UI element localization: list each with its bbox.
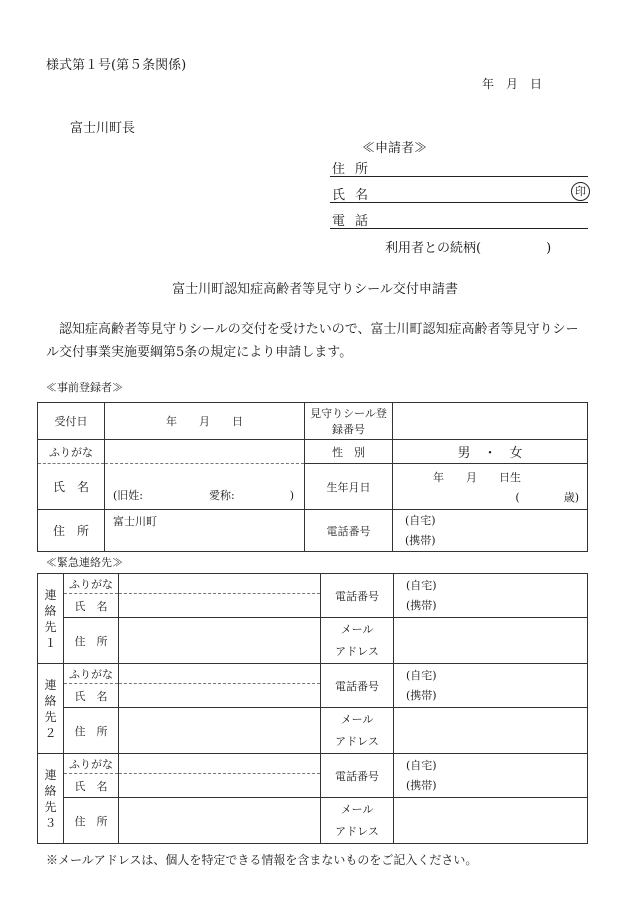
contact-3-name-input[interactable] <box>119 774 321 798</box>
name-label: 氏 名 <box>38 464 105 510</box>
contact-3-phone-label: 電話番号 <box>321 754 394 798</box>
gender-select[interactable]: 男 ・ 女 <box>393 440 588 464</box>
contact-2-furigana-label: ふりがな <box>64 664 119 684</box>
contact-1-furigana-input[interactable] <box>119 574 321 594</box>
furigana-input[interactable] <box>105 440 305 464</box>
furigana-label: ふりがな <box>38 440 105 464</box>
contact-2-mail-label-line2: アドレス <box>335 734 379 748</box>
contact-2-name-input[interactable] <box>119 684 321 708</box>
addressee: 富士川町長 <box>70 121 136 136</box>
contact-2-furigana-input[interactable] <box>119 664 321 684</box>
contact-3-address-input[interactable] <box>119 798 321 844</box>
contact-3-address-label: 住 所 <box>64 798 119 844</box>
emergency-table <box>37 573 588 844</box>
footer-note: ※メールアドレスは、個人を特定できる情報を含まないものをご記入ください。 <box>46 853 478 867</box>
name-input[interactable]: (旧姓: 愛称: ) <box>105 464 305 510</box>
contact-2-address-input[interactable] <box>119 708 321 754</box>
date-line: 年 月 日 <box>482 77 543 91</box>
applicant-phone-field[interactable] <box>330 209 588 229</box>
contact-3-mail-label-line1: メール <box>340 802 374 816</box>
pre-registration-heading: ≪事前登録者≫ <box>46 381 123 394</box>
contact-3-mail-input[interactable] <box>394 798 588 844</box>
contact-1-address-label: 住 所 <box>64 618 119 664</box>
phone-mobile-label: (携帯) <box>405 533 436 547</box>
contact-3-mail-label <box>321 798 394 844</box>
applicant-address-field[interactable] <box>330 157 588 177</box>
document-title: 富士川町認知症高齢者等見守りシール交付申請書 <box>172 282 458 297</box>
phone-home-label: (自宅) <box>405 513 436 527</box>
contact-3-furigana-input[interactable] <box>119 754 321 774</box>
contact-1-label: 連絡先１ <box>38 574 64 664</box>
contact-2-phone-input[interactable] <box>394 664 588 708</box>
applicant-name-field[interactable] <box>330 183 588 203</box>
birthdate-label: 生年月日 <box>305 464 393 510</box>
address-input[interactable]: 富士川町 <box>105 510 305 552</box>
contact-1-mail-label-line1: メール <box>340 622 374 636</box>
contact-1-name-input[interactable] <box>119 594 321 618</box>
contact-3-phone-input[interactable] <box>394 754 588 798</box>
contact-3-furigana-label: ふりがな <box>64 754 119 774</box>
contact-2-phone-label: 電話番号 <box>321 664 394 708</box>
contact-3-label: 連絡先３ <box>38 754 64 844</box>
applicant-phone-label: 電話 <box>332 214 379 229</box>
contact-3-name-label: 氏 名 <box>64 774 119 798</box>
seal-mark: 印 <box>571 182 590 201</box>
phone-input[interactable] <box>393 510 588 552</box>
address-label: 住 所 <box>38 510 105 552</box>
contact-1-name-label: 氏 名 <box>64 594 119 618</box>
applicant-address-label: 住所 <box>332 162 379 177</box>
contact-1-phone-mobile: (携帯) <box>406 598 437 612</box>
birthdate-input[interactable] <box>393 464 588 510</box>
document-body: 認知症高齢者等見守りシールの交付を受けたいので、富士川町認知症高齢者等見守りシール交付事業実施要綱第5条の規定により申請します。 <box>46 322 579 360</box>
birthdate-value: 年 月 日生 <box>433 470 521 484</box>
contact-2-mail-label-line1: メール <box>340 712 374 726</box>
contact-2-phone-mobile: (携帯) <box>406 688 437 702</box>
contact-2-label: 連絡先２ <box>38 664 64 754</box>
contact-1-furigana-label: ふりがな <box>64 574 119 594</box>
age-value: ( 歳) <box>515 490 579 504</box>
gender-label: 性 別 <box>305 440 393 464</box>
contact-3-phone-home: (自宅) <box>406 758 437 772</box>
seal-number-input[interactable] <box>393 403 588 440</box>
received-date-value[interactable]: 年 月 日 <box>105 403 305 440</box>
contact-2-phone-home: (自宅) <box>406 668 437 682</box>
contact-3-mail-label-line2: アドレス <box>335 824 379 838</box>
contact-2-address-label: 住 所 <box>64 708 119 754</box>
contact-3-phone-mobile: (携帯) <box>406 778 437 792</box>
seal-number-label: 見守りシール登録番号 <box>305 403 393 440</box>
pre-registration-table <box>37 402 588 552</box>
contact-1-mail-label-line2: アドレス <box>335 644 379 658</box>
contact-1-phone-label: 電話番号 <box>321 574 394 618</box>
relation-field[interactable]: 利用者との続柄( ) <box>385 241 552 256</box>
form-number: 様式第１号(第５条関係) <box>46 58 187 73</box>
phone-label: 電話番号 <box>305 510 393 552</box>
applicant-heading: ≪申請者≫ <box>362 141 428 156</box>
applicant-name-label: 氏名 <box>332 188 379 203</box>
contact-1-address-input[interactable] <box>119 618 321 664</box>
contact-2-name-label: 氏 名 <box>64 684 119 708</box>
received-date-label: 受付日 <box>38 403 105 440</box>
contact-1-mail-label <box>321 618 394 664</box>
contact-2-mail-input[interactable] <box>394 708 588 754</box>
contact-1-phone-home: (自宅) <box>406 578 437 592</box>
contact-2-mail-label <box>321 708 394 754</box>
contact-1-mail-input[interactable] <box>394 618 588 664</box>
contact-1-phone-input[interactable] <box>394 574 588 618</box>
emergency-heading: ≪緊急連絡先≫ <box>46 556 123 569</box>
